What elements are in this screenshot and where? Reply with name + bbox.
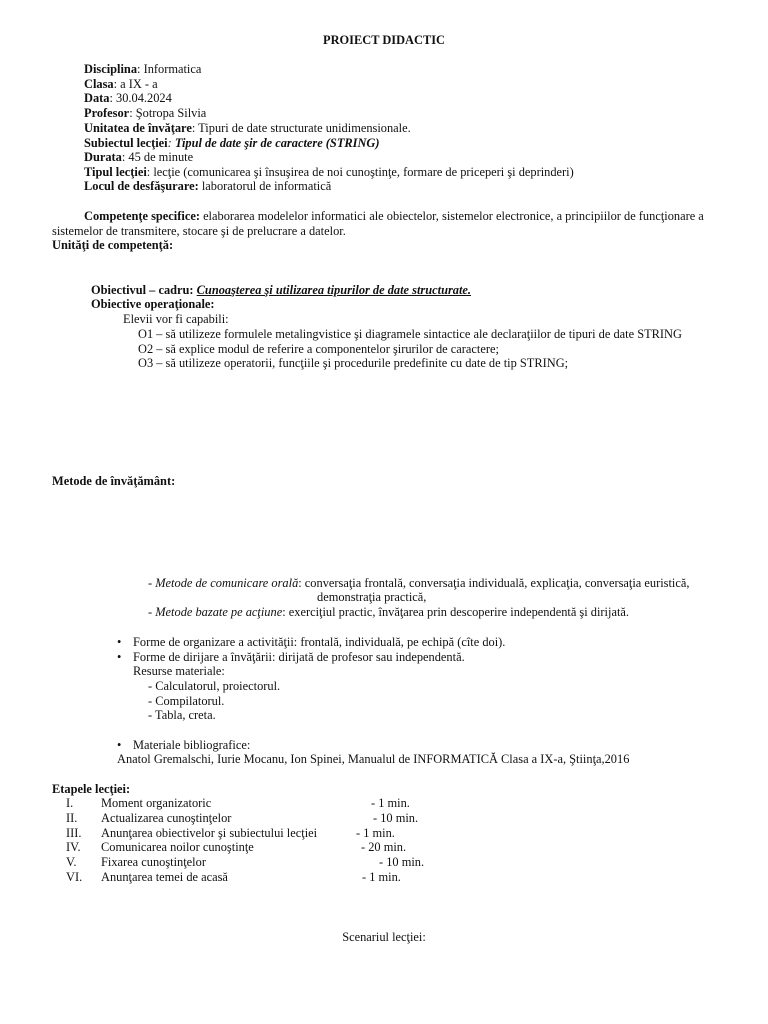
etapa-number: IV. <box>66 840 81 854</box>
resurse-item: - Compilatorul. <box>148 694 225 708</box>
etapa-name: Actualizarea cunoştinţelor <box>101 811 232 825</box>
etapa-duration: - 1 min. <box>371 796 410 810</box>
etapa-number: I. <box>66 796 74 810</box>
meta-profesor: Profesor: Şotropa Silvia <box>84 106 207 120</box>
etapa-number: II. <box>66 811 78 825</box>
document-title: PROIECT DIDACTIC <box>323 33 445 47</box>
etapa-number: III. <box>66 826 82 840</box>
etapa-name: Anunţarea obiectivelor şi subiectului lecţiei <box>101 826 318 840</box>
bullet-forme-dirijare: Forme de dirijare a învăţării: dirijată de profesor sau independentă. <box>133 650 465 664</box>
etapa-number: VI. <box>66 870 83 884</box>
meta-durata: Durata: 45 de minute <box>84 150 194 164</box>
obiectiv-o2: O2 – să explice modul de referire a componentelor şirurilor de caractere; <box>138 342 499 356</box>
elevii-text: Elevii vor fi capabili: <box>123 312 229 326</box>
metode-heading: Metode de învăţământ: <box>52 474 176 488</box>
meta-locul: Locul de desfăşurare: laboratorul de informatică <box>84 179 332 193</box>
etapa-number: V. <box>66 855 77 869</box>
etape-heading: Etapele lecţiei: <box>52 782 131 796</box>
meta-unitatea: Unitatea de învăţare: Tipuri de date structurate unidimensionale. <box>84 121 411 135</box>
etapa-duration: - 20 min. <box>361 840 407 854</box>
obiectiv-cadru: Obiectivul – cadru: Cunoaşterea şi utilizarea tipurilor de date structurate. <box>91 283 472 297</box>
resurse-item: - Calculatorul, proiectorul. <box>148 679 281 693</box>
etapa-name: Comunicarea noilor cunoştinţe <box>101 840 254 854</box>
scenariul-heading: Scenariul lecţiei: <box>342 930 426 944</box>
resurse-item: - Tabla, creta. <box>148 708 216 722</box>
obiective-heading: Obiective operaţionale: <box>91 297 215 311</box>
unitati-heading: Unităţi de competenţă: <box>52 238 174 252</box>
etapa-duration: - 1 min. <box>362 870 401 884</box>
obiectiv-o1: O1 – să utilizeze formulele metalingvistice şi diagramele sintactice ale declaraţiilor de tipuri de date STRING <box>138 327 682 341</box>
meta-subiectul: Subiectul lecţiei: Tipul de date şir de caractere (STRING) <box>84 136 380 150</box>
bullet-forme-organizare: Forme de organizare a activităţii: frontală, individuală, pe echipă (cîte doi). <box>133 635 506 649</box>
etapa-duration: - 10 min. <box>379 855 425 869</box>
metode-orala-cont: demonstraţia practică, <box>317 590 427 604</box>
etapa-name: Moment organizatoric <box>101 796 212 810</box>
etapa-duration: - 1 min. <box>356 826 395 840</box>
meta-clasa: Clasa: a IX - a <box>84 77 158 91</box>
metode-orala: - Metode de comunicare orală: conversaţia frontală, conversaţia individuală, explicaţia, conversaţia euristică, <box>148 576 690 590</box>
bibliografie-heading: Materiale bibliografice: <box>133 738 251 752</box>
meta-tipul: Tipul lecţiei: lecţie (comunicarea şi însuşirea de noi cunoştinţe, formare de priceperi şi deprinderi) <box>84 165 574 179</box>
obiectiv-o3: O3 – să utilizeze operatorii, funcţiile şi procedurile predefinite cu date de tip STRING; <box>138 356 569 370</box>
bibliografie-text: Anatol Gremalschi, Iurie Mocanu, Ion Spinei, Manualul de INFORMATICĂ Clasa a IX-a, Ştiinţa,2016 <box>117 752 630 766</box>
competente-paragraph: Competenţe specifice: elaborarea modelelor informatici ale obiectelor, sistemelor electronice, a principiilor de funcţionare a sistemelor de transmitere, stocare şi de prelucrare a datelor. <box>52 209 704 238</box>
resurse-heading: Resurse materiale: <box>133 664 225 678</box>
meta-data: Data: 30.04.2024 <box>84 91 172 105</box>
meta-disciplina: Disciplina: Informatica <box>84 62 202 76</box>
etapa-name: Anunţarea temei de acasă <box>101 870 228 884</box>
etapa-duration: - 10 min. <box>373 811 419 825</box>
etapa-name: Fixarea cunoştinţelor <box>101 855 206 869</box>
metode-actiune: - Metode bazate pe acţiune: exerciţiul practic, învăţarea prin descoperire independentă şi dirijată. <box>148 605 629 619</box>
